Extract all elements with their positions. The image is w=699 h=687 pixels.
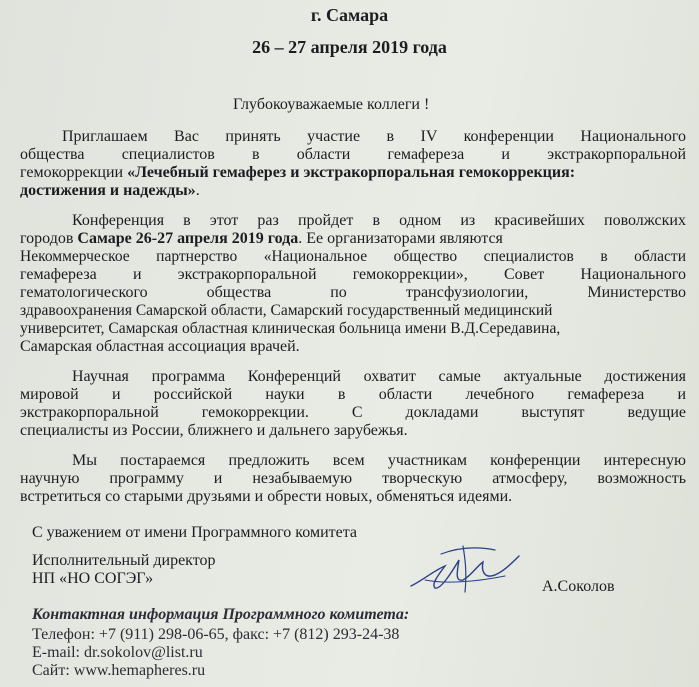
p2-line7: университет, Самарская областная клиническая больница имени В.Д.Середавина, xyxy=(20,320,561,337)
handwritten-signature xyxy=(405,540,525,598)
p3-line1: Научная программа Конференций охватит самые актуальные достижения xyxy=(72,368,686,385)
signer-organization: НП «НО СОГЭГ» xyxy=(32,570,154,587)
contact-email[interactable]: E-mail: dr.sokolov@list.ru xyxy=(32,644,203,661)
p4-line3: встретиться со старыми друзьями и обрести новых, обменяться идеями. xyxy=(20,488,513,505)
p1-line3 xyxy=(20,164,690,182)
conference-title-end: достижения и надежды» xyxy=(20,182,196,199)
signer-title: Исполнительный директор xyxy=(32,552,216,569)
p1-line2: общества специалистов в области гемафереза и экстракорпоральной xyxy=(20,146,686,163)
p3-line3: экстракорпоральной гемокоррекции. С докладами выступят ведущие xyxy=(20,404,686,421)
contacts-heading: Контактная информация Программного комитета: xyxy=(32,606,410,623)
p3-line4: специалисты из России, ближнего и дальнего зарубежья. xyxy=(20,422,408,439)
p4-line1: Мы постараемся предложить всем участникам конференции интересную xyxy=(72,452,686,469)
p1-line4 xyxy=(20,182,200,200)
greeting: Глубокоуважаемые коллеги ! xyxy=(233,96,430,113)
p2-line6: здравоохранения Самарской области, Самарский государственный медицинский xyxy=(20,302,553,319)
conference-title: «Лечебный гемаферез и экстракорпоральная гемокоррекция: xyxy=(127,164,576,181)
p1-line1: Приглашаем Вас принять участие в IV конференции Национального xyxy=(62,128,686,145)
contact-website[interactable]: Сайт: www.hemapheres.ru xyxy=(32,662,206,679)
contact-phone: Телефон: +7 (911) 298-06-65, факс: +7 (812) 293-24-38 xyxy=(32,626,400,643)
signer-name: А.Соколов xyxy=(542,578,615,595)
p2-line5: гематологического общества по трансфузиологии, Министерство xyxy=(20,284,686,301)
p2-line3: Некоммерческое партнерство «Национальное общество специалистов в области xyxy=(20,248,686,265)
city-heading: г. Самара xyxy=(310,5,389,25)
closing-regards: С уважением от имени Программного комитета xyxy=(32,524,358,541)
conference-dates-inline: Самаре 26-27 апреля 2019 года xyxy=(77,230,299,247)
p3-line2: мировой и российской науки в области лечебного гемафереза и xyxy=(20,386,686,403)
date-heading: 26 – 27 апреля 2019 года xyxy=(252,37,447,57)
p2-line2 xyxy=(20,230,686,248)
p2-line2-b: . Ее организаторами являются xyxy=(298,230,503,247)
p2-line2-a: городов xyxy=(20,230,78,247)
p2-line1: Конференция в этот раз пройдет в одном из красивейших поволжских xyxy=(72,212,686,229)
p1-line4-end: . xyxy=(195,182,200,199)
p2-line4: гемафереза и экстракорпоральной гемокоррекции», Совет Национального xyxy=(20,266,686,283)
p2-line8: Самарская областная ассоциация врачей. xyxy=(20,338,300,355)
p1-line3-plain: гемокоррекции xyxy=(20,164,128,181)
p4-line2: научную программу и незабываемую творческую атмосферу, возможность xyxy=(20,470,686,487)
